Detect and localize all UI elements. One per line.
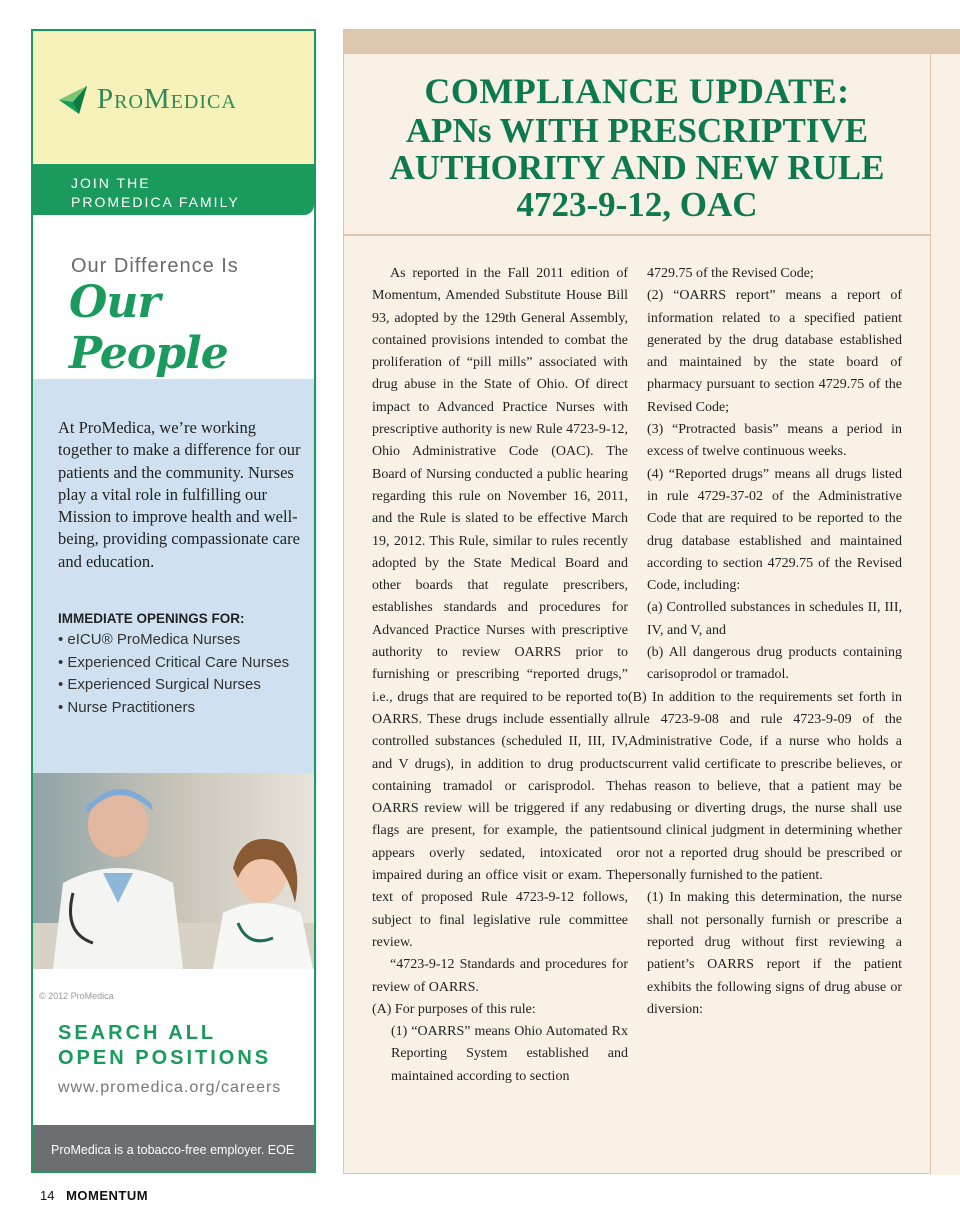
article-right-margin bbox=[931, 53, 960, 1175]
article-paragraph: As reported in the Fall 2011 edition of Momentum, Amended Substitute House Bill 93, adopted by the 129th General Assembly, contained provisions intended to combat the proliferation of “pill mills” associated with drug abuse in the State of Ohio. Of direct impact to Advanced Practice Nurses with prescriptive authority is new Rule 4723-9-12, Ohio Administrative Code (OAC). The Board of Nursing conducted a public hearing regarding this rule on November 16, 2011, and the Rule is slated to be effective March 19, 2012. This Rule, similar to rules recently adopted by the State Medical Board and other boards that regulate prescribers, establishes standards and procedures for Advanced Practice Nurses with prescriptive authority to review OARRS prior to furnishing or prescribing “reported drugs,” i.e., drugs that are required to be reported to OARRS. These drugs include essentially all controlled substances (scheduled II, III, IV, and V drugs), in addition to drug products containing tramadol or carisprodol. The OARRS review will be triggered if any red flags are present, for example, the patient appears overly sedated, intoxicated or impaired during an office visit or exam. The text of proposed Rule 4723-9-12 follows, subject to final legislative rule committee review. bbox=[372, 266, 628, 950]
openings-list bbox=[58, 629, 289, 719]
article-paragraph: (b) All dangerous drug products containing carisoprodol or tramadol. bbox=[647, 645, 902, 683]
title-line-4: 4723-9-12, OAC bbox=[516, 185, 758, 224]
title-line-1: COMPLIANCE UPDATE: bbox=[424, 71, 850, 111]
careers-url[interactable]: www.promedica.org/careers bbox=[58, 1079, 282, 1096]
search-line-2: OPEN POSITIONS bbox=[58, 1047, 272, 1069]
article-paragraph: 4729.75 of the Revised Code; bbox=[647, 266, 814, 281]
article-top-strip bbox=[343, 29, 960, 53]
title-line-2: APNs WITH PRESCRIPTIVE bbox=[405, 111, 869, 150]
search-positions-heading[interactable] bbox=[58, 1021, 271, 1071]
article-paragraph: (1) “OARRS” means Ohio Automated Rx Reporting System established and maintained according to section bbox=[391, 1024, 628, 1084]
magazine-name: MOMENTUM bbox=[66, 1188, 149, 1203]
banner-line-2: PROMEDICA FAMILY bbox=[71, 194, 240, 210]
nurses-photo bbox=[33, 773, 314, 969]
article-paragraph: (a) Controlled substances in schedules II, III, IV, and V, and bbox=[647, 600, 902, 638]
page-footer bbox=[40, 1188, 148, 1203]
title-divider bbox=[344, 234, 930, 236]
openings-heading: IMMEDIATE OPENINGS FOR: bbox=[58, 611, 245, 626]
opening-item: • eICU® ProMedica Nurses bbox=[58, 629, 289, 652]
copyright-text: © 2012 ProMedica bbox=[39, 991, 114, 1001]
logo-text: ProMedica bbox=[97, 83, 237, 115]
promedica-logo bbox=[57, 83, 237, 116]
article-paragraph: (A) For purposes of this rule: bbox=[372, 1001, 536, 1017]
article-paragraph: (1) In making this determination, the nurse shall not personally furnish or prescribe a reported drug without first reviewing a patient’s OARRS report if the patient exhibits the following signs of drug abuse or diversion: bbox=[647, 890, 902, 1017]
opening-item: • Experienced Surgical Nurses bbox=[58, 674, 289, 697]
difference-tagline: Our Difference Is bbox=[71, 255, 239, 277]
join-banner bbox=[33, 164, 314, 215]
article-column-right bbox=[628, 263, 902, 1021]
article-column-left bbox=[372, 263, 628, 1088]
page-number: 14 bbox=[40, 1188, 55, 1203]
article-paragraph: “4723-9-12 Standards and procedures for review of OARRS. bbox=[372, 957, 628, 995]
article-paragraph: (4) “Reported drugs” means all drugs listed in rule 4729-37-02 of the Administrative Code that are required to be reported to the drug database established and maintained according to section 4729.75 of the Revised Code, including: bbox=[647, 466, 902, 594]
our-people-script: Our People bbox=[69, 277, 228, 379]
promedica-leaf-icon bbox=[57, 84, 89, 116]
ad-logo-area bbox=[33, 31, 314, 163]
promedica-advertisement bbox=[31, 29, 316, 1173]
article-paragraph: (2) “OARRS report” means a report of information related to a specified patient generated by the drug database established and maintained by the state board of pharmacy pursuant to section 4729.75 of the Revised Code; bbox=[647, 288, 902, 415]
nurses-photo-illustration bbox=[33, 773, 314, 969]
article-paragraph: (B) In addition to the requirements set forth in rule 4723-9-08 and rule 4723-9-09 of the Administrative Code, if a nurse who holds a current valid certificate to prescribe believes, or has reason to believe, that a patient may be abusing or diverting drugs, the nurse shall use sound clinical judgment in determining whether or not a reported drug should be prescribed or personally furnished to the patient. bbox=[628, 689, 902, 884]
title-line-3: AUTHORITY AND NEW RULE bbox=[389, 148, 885, 187]
search-line-1: SEARCH ALL bbox=[58, 1022, 217, 1044]
article-title bbox=[344, 70, 930, 223]
banner-line-1: JOIN THE bbox=[71, 175, 151, 191]
ad-body-text: At ProMedica, we’re working together to make a difference for our patients and the community. Nurses play a vital role in fulfilling our Mission to improve health and well-being, providing compassionate care and education. bbox=[58, 418, 301, 571]
ad-footer-bar: ProMedica is a tobacco-free employer. EOE bbox=[33, 1125, 314, 1173]
article-paragraph: (3) “Protracted basis” means a period in excess of twelve continuous weeks. bbox=[647, 422, 902, 460]
opening-item: • Experienced Critical Care Nurses bbox=[58, 652, 289, 675]
opening-item: • Nurse Practitioners bbox=[58, 697, 289, 720]
